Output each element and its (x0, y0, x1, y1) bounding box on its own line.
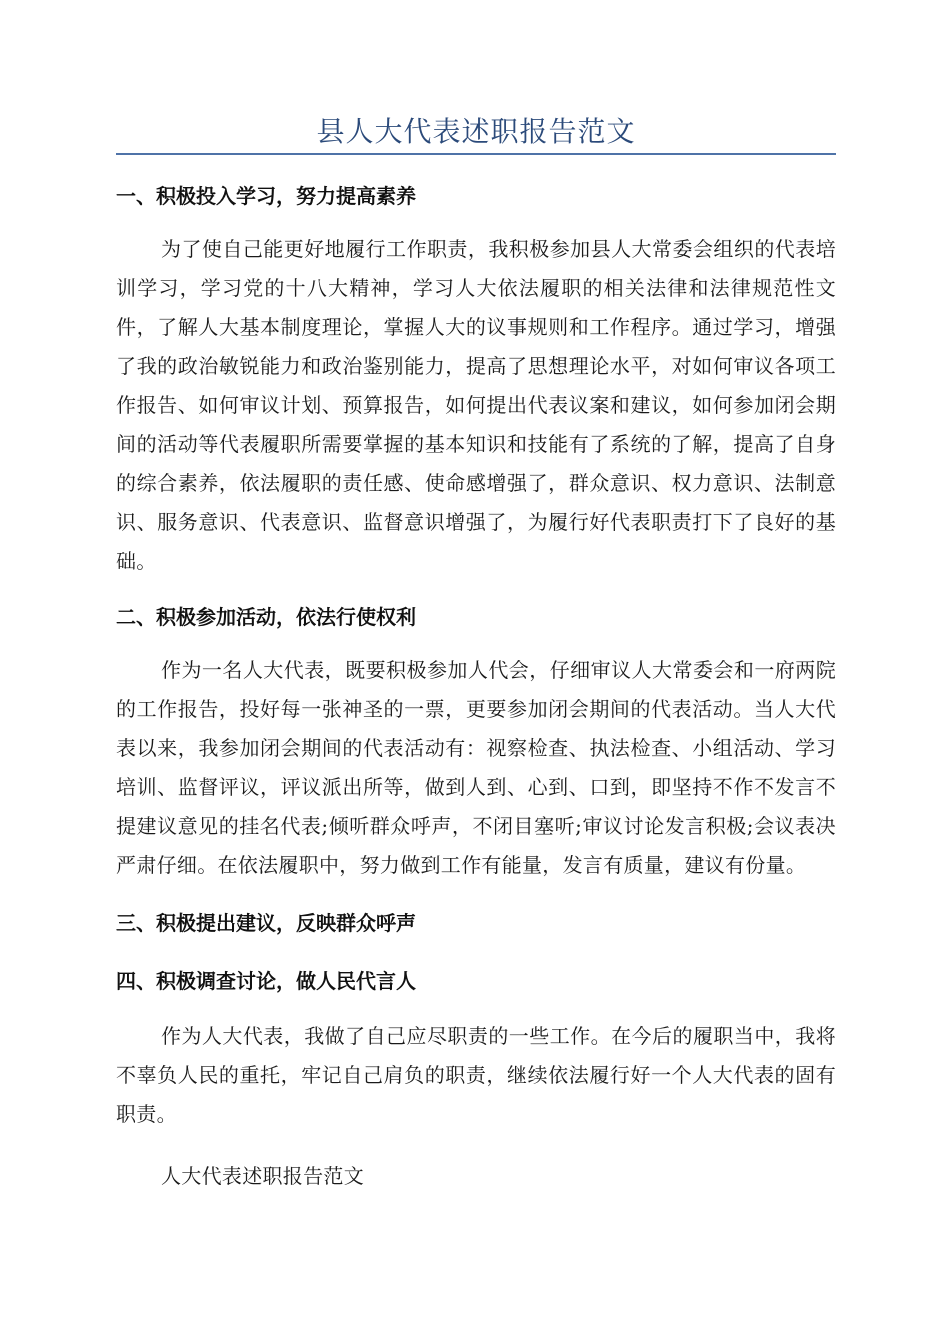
section-paragraph-4: 作为人大代表，我做了自己应尽职责的一些工作。在今后的履职当中，我将不辜负人民的重托，牢记自己肩负的职责，继续依法履行好一个人大代表的固有职责。 (116, 1024, 836, 1126)
closing-line: 人大代表述职报告范文 (161, 1164, 364, 1188)
section-heading-2: 二、积极参加活动，依法行使权利 (116, 605, 416, 629)
section-heading-3: 三、积极提出建议，反映群众呼声 (116, 911, 416, 935)
section-heading-4: 四、积极调查讨论，做人民代言人 (116, 969, 416, 993)
section-heading-1: 一、积极投入学习，努力提高素养 (116, 184, 416, 208)
document-page (116, 112, 836, 1196)
section-paragraph-2: 作为一名人大代表，既要积极参加人代会，仔细审议人大常委会和一府两院的工作报告，投好每一张神圣的一票，更要参加闭会期间的代表活动。当人大代表以来，我参加闭会期间的代表活动有：视察检查、执法检查、小组活动、学习培训、监督评议，评议派出所等，做到人到、心到、口到，即坚持不作不发言不提建议意见的挂名代表;倾听群众呼声，不闭目塞听;审议讨论发言积极;会议表决严肃仔细。在依法履职中，努力做到工作有能量，发言有质量，建议有份量。 (116, 658, 836, 877)
title-underline (116, 153, 836, 155)
section-paragraph-1: 为了使自己能更好地履行工作职责，我积极参加县人大常委会组织的代表培训学习，学习党的十八大精神，学习人大依法履职的相关法律和法律规范性文件，了解人大基本制度理论，掌握人大的议事规则和工作程序。通过学习，增强了我的政治敏锐能力和政治鉴别能力，提高了思想理论水平，对如何审议各项工作报告、如何审议计划、预算报告，如何提出代表议案和建议，如何参加闭会期间的活动等代表履职所需要掌握的基本知识和技能有了系统的了解，提高了自身的综合素养，依法履职的责任感、使命感增强了，群众意识、权力意识、法制意识、服务意识、代表意识、监督意识增强了，为履行好代表职责打下了良好的基础。 (116, 237, 836, 573)
document-title: 县人大代表述职报告范文 (316, 115, 636, 148)
